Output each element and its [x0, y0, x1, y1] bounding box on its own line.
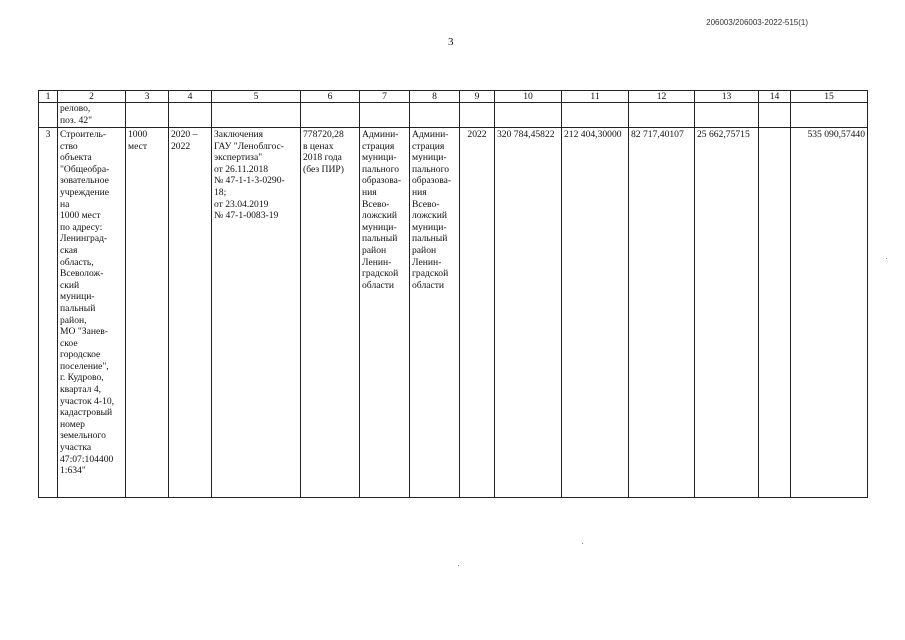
col-header: 6 [301, 91, 360, 103]
amount-cell-12: 82 717,40107 [629, 128, 695, 498]
table-cell [460, 103, 495, 128]
col-header: 4 [169, 91, 212, 103]
table-cell [791, 103, 868, 128]
document-registration-code: 206003/206003-2022-515(1) [706, 18, 808, 27]
col-header: 14 [759, 91, 791, 103]
col-header: 8 [410, 91, 460, 103]
row-number-cell: 3 [39, 128, 58, 498]
table-cell [212, 103, 301, 128]
table-cell [169, 103, 212, 128]
expertise-cell: Заключения ГАУ "Леноблгос- экспертиза" от 26.11.2018 № 47-1-1-3-0290- 18; от 23.04.2019 № 47-1-0083-19 [212, 128, 301, 498]
table-cell [410, 103, 460, 128]
table-row-continuation [39, 103, 868, 128]
scan-speck [458, 565, 459, 566]
table-cell [126, 103, 169, 128]
period-cell: 2020 – 2022 [169, 128, 212, 498]
scan-speck [886, 258, 887, 259]
object-name-cell: Строитель- ство объекта "Общеобра- зовательное учреждение на 1000 мест по адресу: Ленинград- ская область, Всеволож- ский муници- пальный район, МО "Занев- ское городское поселение", г. Кудрово, квартал 4, участок 4-10, кадастровый номер земельного участка 47:07:104400 1:634" [58, 128, 126, 498]
col-header: 1 [39, 91, 58, 103]
col-header: 9 [460, 91, 495, 103]
data-table [38, 90, 868, 498]
amount-cell-13: 25 662,75715 [695, 128, 759, 498]
table-cell [39, 103, 58, 128]
col-header: 12 [629, 91, 695, 103]
developer-cell: Админи- страция муници- пального образова- ния Всево- ложский муници- пальный район Ленин- градской области [410, 128, 460, 498]
scan-speck [582, 543, 583, 544]
table-cell: релово, поз. 42" [58, 103, 126, 128]
estimated-cost-cell: 778720,28 в ценах 2018 года (без ПИР) [301, 128, 360, 498]
capacity-cell: 1000 мест [126, 128, 169, 498]
col-header: 5 [212, 91, 301, 103]
page-number: 3 [448, 36, 454, 48]
amount-cell-14 [759, 128, 791, 498]
col-header: 10 [495, 91, 562, 103]
table-cell [301, 103, 360, 128]
table-cell [695, 103, 759, 128]
amount-cell-15: 535 090,57440 [791, 128, 868, 498]
col-header: 11 [562, 91, 629, 103]
col-header: 2 [58, 91, 126, 103]
table-cell [759, 103, 791, 128]
amount-cell-10: 320 784,45822 [495, 128, 562, 498]
table-header-row [39, 91, 868, 103]
col-header: 7 [360, 91, 410, 103]
table-cell [360, 103, 410, 128]
year-cell: 2022 [460, 128, 495, 498]
col-header: 13 [695, 91, 759, 103]
col-header: 15 [791, 91, 868, 103]
table-cell [629, 103, 695, 128]
customer-cell: Админи- страция муници- пального образова- ния Всево- ложский муници- пальный район Ленин- градской области [360, 128, 410, 498]
table-cell [562, 103, 629, 128]
table-cell [495, 103, 562, 128]
col-header: 3 [126, 91, 169, 103]
amount-cell-11: 212 404,30000 [562, 128, 629, 498]
table-row-object-3 [39, 128, 868, 498]
